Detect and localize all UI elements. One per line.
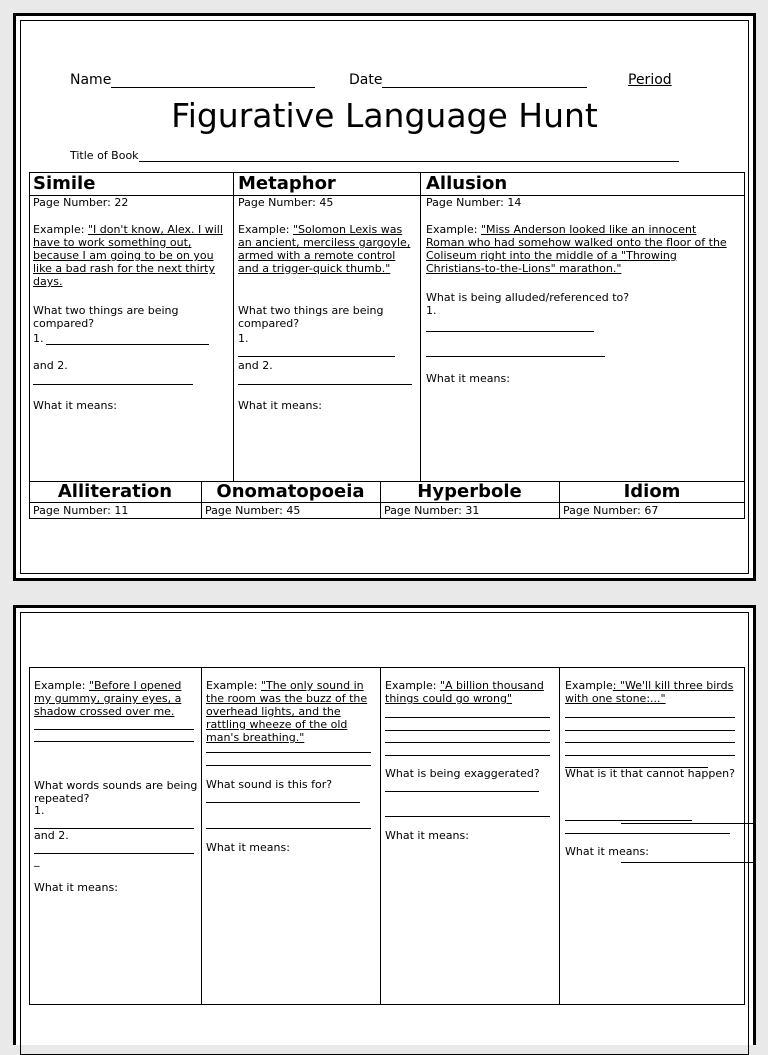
simile-answer-line-2[interactable] <box>33 384 193 385</box>
alliteration-question: What words sounds are being repeated? <box>34 779 198 805</box>
stray-line-1 <box>621 823 756 824</box>
book-title-field[interactable] <box>70 149 679 162</box>
date-field[interactable] <box>349 72 587 88</box>
worksheet-page-1 <box>13 13 756 581</box>
idiom-heading: Idiom <box>623 481 681 502</box>
metaphor-page-number: Page Number: 45 <box>238 196 334 209</box>
simile-example <box>33 223 229 288</box>
hyperbole-line-2[interactable] <box>385 730 550 731</box>
onomatopoeia-line-1[interactable] <box>206 752 371 753</box>
hyperbole-meaning: What it means: <box>385 829 469 842</box>
name-line[interactable] <box>111 73 315 88</box>
alliteration-example <box>34 679 196 718</box>
metaphor-example-text: "Solomon Lexis was an ancient, merciless gargoyle, armed with a remote control and a trigger-quick thumb." <box>238 223 411 275</box>
idiom-line-1[interactable] <box>565 717 735 718</box>
hyperbole-line-4[interactable] <box>385 755 550 756</box>
simile-item-2: and 2. <box>33 359 68 372</box>
hyperbole-page-number: Page Number: 31 <box>384 504 480 517</box>
metaphor-question: What two things are being compared? <box>238 304 384 330</box>
hyperbole-example-text: "A billion thousand things could go wrong" <box>385 679 544 705</box>
allusion-heading: Allusion <box>426 173 508 194</box>
allusion-example-text: "Miss Anderson looked like an innocent Roman who had somehow walked onto the floor of the Coliseum right into the middle of a "Throwing Christians-to-the-Lions" marathon." <box>426 223 727 275</box>
alliteration-line-2[interactable] <box>34 741 194 742</box>
metaphor-meaning: What it means: <box>238 399 322 412</box>
alliteration-answer-line-2[interactable] <box>34 853 194 854</box>
simile-example-text: "I don't know, Alex. I will have to work something out, because I am going to be on you like a bad rash for the next thirty days. <box>33 223 223 288</box>
hyperbole-answer-line-2[interactable] <box>385 816 550 817</box>
idiom-answer-line-1[interactable] <box>565 820 692 821</box>
date-label: Date <box>349 72 383 88</box>
hyperbole-box <box>380 667 559 1005</box>
hyperbole-example-label: Example: <box>385 679 440 692</box>
simile-box <box>29 172 234 482</box>
alliteration-page-number: Page Number: 11 <box>33 504 129 517</box>
metaphor-item-2: and 2. <box>238 359 273 372</box>
page-title: Figurative Language Hunt <box>171 96 598 135</box>
onomatopoeia-example-label: Example: <box>206 679 261 692</box>
simile-item-1: 1. <box>33 332 44 345</box>
simile-page-number: Page Number: 22 <box>33 196 129 209</box>
onomatopoeia-page-number: Page Number: 45 <box>205 504 301 517</box>
allusion-example-label: Example: <box>426 223 481 236</box>
allusion-meaning: What it means: <box>426 372 510 385</box>
period-label: Period <box>628 72 672 88</box>
onomatopoeia-answer-line-2[interactable] <box>206 828 371 829</box>
allusion-item-1: 1. <box>426 304 437 317</box>
hyperbole-line-3[interactable] <box>385 742 550 743</box>
simile-heading: Simile <box>33 173 96 194</box>
book-title-line[interactable] <box>139 151 679 162</box>
idiom-box <box>559 667 745 1005</box>
idiom-answer-line-2[interactable] <box>565 833 730 834</box>
metaphor-answer-line-1[interactable] <box>238 356 395 357</box>
allusion-answer-line-2[interactable] <box>426 356 605 357</box>
metaphor-example-label: Example: <box>238 223 293 236</box>
idiom-meaning: What it means: <box>565 845 649 858</box>
book-title-label: Title of Book <box>70 149 139 162</box>
alliteration-heading: Alliteration <box>57 481 173 502</box>
onomatopoeia-example <box>206 679 376 744</box>
onomatopoeia-question: What sound is this for? <box>206 778 333 791</box>
alliteration-item-1: 1. <box>34 804 45 817</box>
alliteration-example-text: "Before I opened my gummy, grainy eyes, a shadow crossed over me. <box>34 679 182 718</box>
metaphor-box <box>233 172 421 482</box>
period-field[interactable] <box>628 72 672 88</box>
hyperbole-heading: Hyperbole <box>417 481 522 502</box>
allusion-example <box>426 223 731 275</box>
stray-line-2 <box>621 862 756 863</box>
alliteration-line-1[interactable] <box>34 729 194 730</box>
idiom-example-label: Example <box>565 679 613 692</box>
allusion-box <box>420 172 745 482</box>
hyperbole-example <box>385 679 555 705</box>
idiom-example-text: : "We'll kill three birds with one stone:..." <box>565 679 734 705</box>
idiom-line-3[interactable] <box>565 742 735 743</box>
bottom-headers <box>29 481 745 519</box>
onomatopoeia-box <box>201 667 380 1005</box>
allusion-page-number: Page Number: 14 <box>426 196 522 209</box>
onomatopoeia-meaning: What it means: <box>206 841 290 854</box>
idiom-page-number: Page Number: 67 <box>563 504 659 517</box>
onomatopoeia-example-text: "The only sound in the room was the buzz of the overhead lights, and the rattling wheeze of the old man's breathing." <box>206 679 368 744</box>
idiom-line-4[interactable] <box>565 755 735 756</box>
idiom-example <box>565 679 741 705</box>
onomatopoeia-heading: Onomatopoeia <box>216 481 365 502</box>
metaphor-answer-line-2[interactable] <box>238 384 412 385</box>
alliteration-dash: _ <box>34 854 40 867</box>
alliteration-example-label: Example: <box>34 679 89 692</box>
simile-question: What two things are being compared? <box>33 304 179 330</box>
onomatopoeia-answer-line-1[interactable] <box>206 802 360 803</box>
metaphor-item-1: 1. <box>238 332 249 345</box>
alliteration-item-2: and 2. <box>34 829 69 842</box>
date-line[interactable] <box>382 73 587 88</box>
worksheet-page-2 <box>13 605 756 1045</box>
name-label: Name <box>70 72 112 88</box>
name-field[interactable] <box>70 72 315 88</box>
allusion-answer-line-1[interactable] <box>426 331 594 332</box>
alliteration-box <box>29 667 201 1005</box>
simile-meaning: What it means: <box>33 399 117 412</box>
metaphor-example <box>238 223 416 275</box>
idiom-line-2[interactable] <box>565 730 735 731</box>
metaphor-heading: Metaphor <box>238 173 336 194</box>
alliteration-meaning: What it means: <box>34 881 118 894</box>
simile-example-label: Example: <box>33 223 88 236</box>
hyperbole-answer-line-1[interactable] <box>385 791 539 792</box>
hyperbole-line-1[interactable] <box>385 717 550 718</box>
hyperbole-question: What is being exaggerated? <box>385 767 540 780</box>
idiom-question: What is it that cannot happen? <box>565 767 735 780</box>
allusion-question: What is being alluded/referenced to? <box>426 291 630 304</box>
onomatopoeia-line-2[interactable] <box>206 765 371 766</box>
simile-answer-line-1[interactable] <box>46 344 209 345</box>
